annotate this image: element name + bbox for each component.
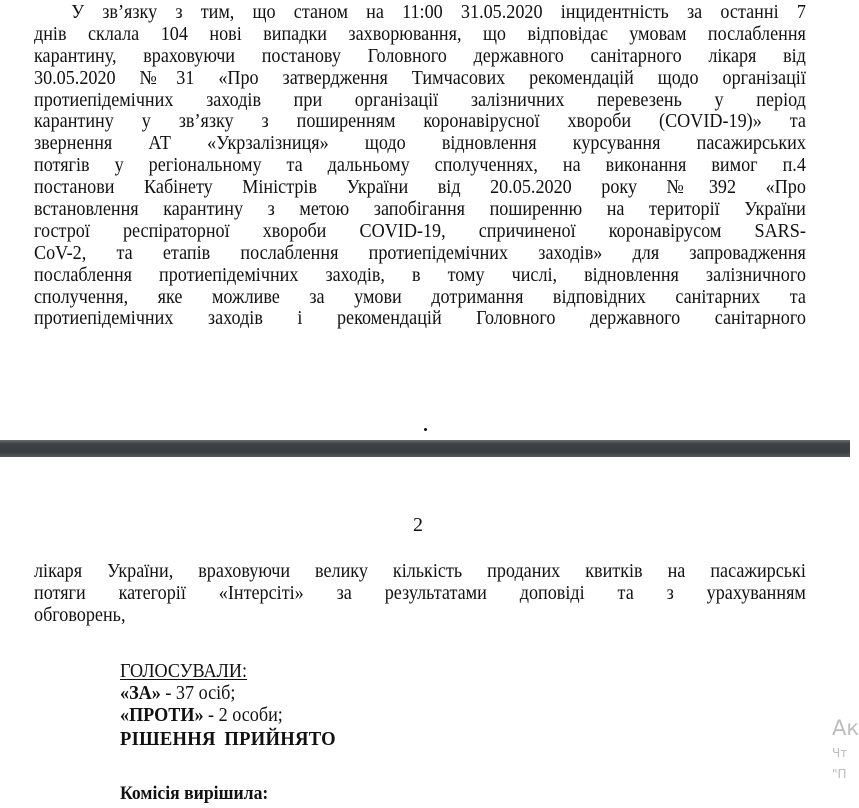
text-line: протиепідемічних заходів і рекомендацій Головного державного санітарного (34, 308, 806, 330)
text-line: карантину, враховуючи постанову Головного державного санітарного лікаря від (34, 45, 806, 67)
votes-against (120, 705, 336, 727)
text-line: сполучення, яке можливе за умови дотримання відповідних санітарних та (34, 286, 806, 308)
scan-speck (424, 428, 427, 431)
page-separator (0, 440, 850, 457)
text-line: лікаря України, враховуючи велику кількість проданих квитків на пасажирські (34, 561, 806, 582)
text-line: встановлення карантину з метою запобігання поширенню на території України (34, 199, 806, 221)
text-line: постанови Кабінету Міністрів України від 20.05.2020 року №392 «Про (34, 177, 806, 199)
activation-watermark (832, 718, 859, 780)
voting-title: ГОЛОСУВАЛИ: (120, 661, 248, 682)
page-number: 2 (413, 514, 423, 536)
paragraph-page-1 (34, 2, 806, 330)
text-line: потяги категорії «Інтерсіті» за результатами доповіді та з урахуванням (34, 582, 806, 604)
text-line: протиепідемічних заходів при організації залізничних перевезень у період (34, 89, 806, 111)
watermark-line-1: Ак (832, 716, 859, 740)
votes-for-value: - 37 осіб; (160, 683, 236, 704)
votes-for (120, 683, 336, 705)
votes-against-value: - 2 особи; (203, 705, 283, 726)
text-line: CoV-2, та етапів послаблення протиепідемічних заходів» для запровадження (34, 242, 806, 264)
text-line: потягів у регіональному та дальньому сполученнях, на виконання вимог п.4 (34, 155, 806, 177)
votes-for-label: «ЗА» (120, 683, 161, 704)
text-line: У зв’язку з тим, що станом на 11:00 31.05.2020 інцидентність за останні 7 (71, 2, 806, 23)
page-2 (0, 457, 850, 808)
text-line: карантину у зв’язку з поширенням коронавірусної хвороби (COVID-19)» та (34, 111, 806, 133)
text-line: днів склала 104 нові випадки захворювання, що відповідає умовам послаблення (34, 23, 806, 45)
decision-status: РІШЕННЯ ПРИЙНЯТО (120, 728, 336, 750)
votes-against-label: «ПРОТИ» (120, 705, 204, 726)
voting-block (120, 661, 336, 750)
paragraph-page-2 (34, 561, 806, 627)
watermark-line-2: Чт (832, 746, 848, 760)
watermark-line-3: "П (832, 767, 847, 781)
text-line: 30.05.2020 №31 «Про затвердження Тимчасових рекомендацій щодо організації (34, 67, 806, 89)
text-line: обговорень, (34, 604, 126, 626)
text-line: звернення АТ «Укрзалізниця» щодо відновлення курсування пасажирських (34, 133, 806, 155)
text-line: послаблення протиепідемічних заходів, в тому числі, відновлення залізничного (34, 264, 806, 286)
text-line: гострої респіраторної хвороби COVID-19, спричиненої коронавірусом SARS- (34, 220, 806, 242)
commission-heading: Комісія вирішила: (120, 783, 269, 804)
